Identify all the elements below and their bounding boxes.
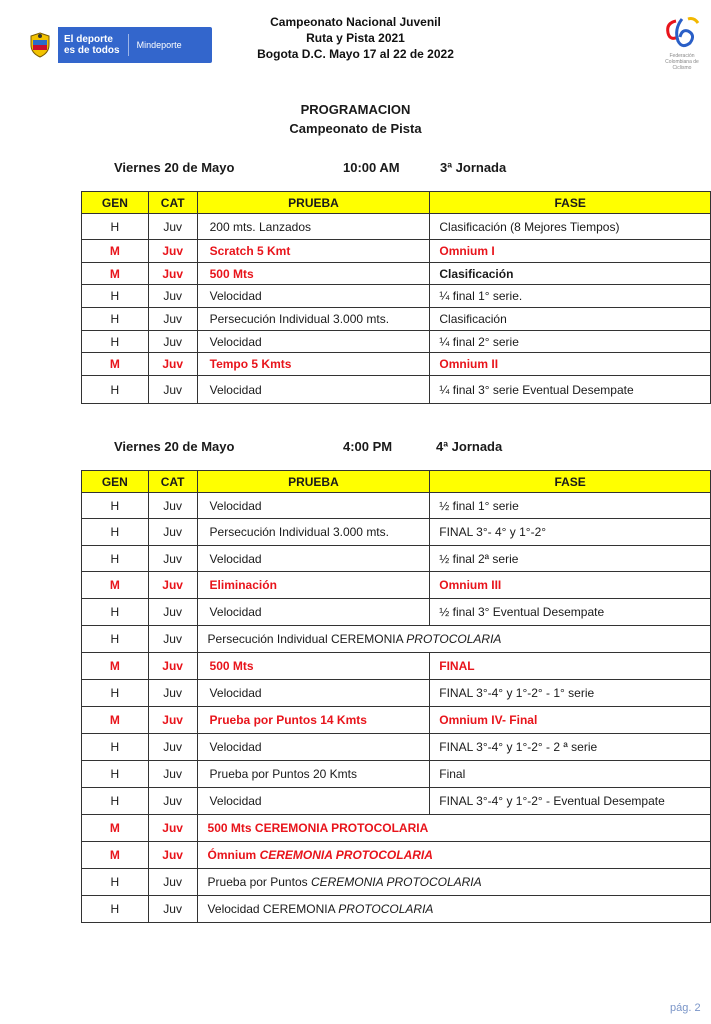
fase-cell: ¼ final 3° serie Eventual Desempate: [430, 376, 711, 404]
session-1-day: Viernes 20 de Mayo: [114, 160, 235, 175]
cat-cell: Juv: [148, 353, 197, 376]
cat-cell: Juv: [148, 626, 197, 653]
cat-cell: Juv: [148, 285, 197, 308]
federation-text: Federación Colombiana de Ciclismo: [665, 53, 699, 71]
prueba-cell: Velocidad: [197, 599, 430, 626]
gen-cell: H: [82, 788, 149, 815]
gen-cell: H: [82, 680, 149, 707]
cat-cell: Juv: [148, 263, 197, 285]
session-1-jornada: 3ª Jornada: [440, 160, 507, 175]
fase-cell: Clasificación (8 Mejores Tiempos): [430, 214, 711, 240]
prueba-cell: Velocidad: [197, 788, 430, 815]
gen-cell: H: [82, 519, 149, 546]
gen-cell: H: [82, 761, 149, 788]
brand-ministry: Mindeporte: [136, 39, 182, 50]
table-row: [82, 519, 711, 546]
fase-cell: Omnium IV- Final: [430, 707, 711, 734]
prueba-cell: 500 Mts: [197, 263, 430, 285]
fase-cell: Final: [430, 761, 711, 788]
prueba-cell: Velocidad: [197, 734, 430, 761]
gen-cell: M: [82, 572, 149, 599]
table-row: [82, 869, 711, 896]
gen-cell: H: [82, 308, 149, 331]
table-row: [82, 761, 711, 788]
cat-cell: Juv: [148, 599, 197, 626]
page-title: [0, 100, 711, 138]
table-row: [82, 353, 711, 376]
table-header-row: [82, 471, 711, 493]
header-line-1: Campeonato Nacional Juvenil: [270, 15, 441, 29]
merged-event-cell: [197, 869, 710, 896]
header-line-2: Ruta y Pista 2021: [306, 31, 405, 45]
fase-cell: FINAL: [430, 653, 711, 680]
cat-cell: Juv: [148, 734, 197, 761]
table-row: [82, 214, 711, 240]
cat-cell: Juv: [148, 493, 197, 519]
col-gen: GEN: [82, 471, 149, 493]
cat-cell: Juv: [148, 869, 197, 896]
cat-cell: Juv: [148, 761, 197, 788]
session-2-day: Viernes 20 de Mayo: [114, 439, 235, 454]
table-row: [82, 626, 711, 653]
brand-line-2: es de todos: [64, 45, 120, 56]
prueba-cell: Velocidad: [197, 680, 430, 707]
page-number: pág. 2: [670, 1002, 701, 1014]
fase-cell: ½ final 3° Eventual Desempate: [430, 599, 711, 626]
prueba-cell: Persecución Individual 3.000 mts.: [197, 519, 430, 546]
table-row: [82, 680, 711, 707]
event-text-italic: CEREMONIA PROTOCOLARIA: [259, 848, 433, 862]
prueba-cell: 200 mts. Lanzados: [197, 214, 430, 240]
prueba-cell: Velocidad: [197, 546, 430, 572]
prueba-cell: Velocidad: [197, 285, 430, 308]
cat-cell: Juv: [148, 653, 197, 680]
event-text: Ómnium: [207, 848, 260, 862]
table-row: [82, 842, 711, 869]
cat-cell: Juv: [148, 331, 197, 353]
header-line-3: Bogota D.C. Mayo 17 al 22 de 2022: [257, 47, 454, 61]
fase-cell: FINAL 3°-4° y 1°-2° - 2 ª serie: [430, 734, 711, 761]
title-line-2: Campeonato de Pista: [289, 121, 422, 136]
gen-cell: H: [82, 869, 149, 896]
cat-cell: Juv: [148, 240, 197, 263]
cat-cell: Juv: [148, 519, 197, 546]
table-row: [82, 240, 711, 263]
merged-event-cell: [197, 815, 710, 842]
gen-cell: H: [82, 331, 149, 353]
gen-cell: H: [82, 599, 149, 626]
table-row: [82, 308, 711, 331]
gen-cell: H: [82, 626, 149, 653]
prueba-cell: Prueba por Puntos 14 Kmts: [197, 707, 430, 734]
event-text-italic: CEREMONIA PROTOCOLARIA: [310, 875, 482, 889]
cat-cell: Juv: [148, 815, 197, 842]
event-text-italic: PROTOCOLARIA: [338, 902, 434, 916]
cat-cell: Juv: [148, 896, 197, 923]
prueba-cell: Prueba por Puntos 20 Kmts: [197, 761, 430, 788]
event-text: Prueba por Puntos: [207, 875, 311, 889]
table-row: [82, 788, 711, 815]
fase-cell: Clasificación: [430, 308, 711, 331]
table-row: [82, 734, 711, 761]
fase-cell: ½ final 1° serie: [430, 493, 711, 519]
table-row: [82, 815, 711, 842]
fase-cell: Omnium I: [430, 240, 711, 263]
merged-event-cell: [197, 842, 710, 869]
prueba-cell: Tempo 5 Kmts: [197, 353, 430, 376]
col-fase: FASE: [430, 471, 711, 493]
event-text: 500 Mts CEREMONIA PROTOCOLARIA: [207, 821, 429, 835]
cat-cell: Juv: [148, 680, 197, 707]
gen-cell: H: [82, 376, 149, 404]
cat-cell: Juv: [148, 707, 197, 734]
session-1-table: [81, 191, 711, 404]
merged-event-cell: [197, 626, 710, 653]
brand-line-1: El deporte: [64, 34, 113, 45]
col-prueba: PRUEBA: [197, 192, 430, 214]
col-cat: CAT: [148, 192, 197, 214]
session-1-time: 10:00 AM: [343, 160, 400, 175]
cat-cell: Juv: [148, 308, 197, 331]
gen-cell: H: [82, 285, 149, 308]
event-text: Velocidad CEREMONIA: [207, 902, 339, 916]
prueba-cell: 500 Mts: [197, 653, 430, 680]
table-row: [82, 376, 711, 404]
table-row: [82, 572, 711, 599]
fase-cell: ¼ final 2° serie: [430, 331, 711, 353]
prueba-cell: Persecución Individual 3.000 mts.: [197, 308, 430, 331]
gen-cell: M: [82, 707, 149, 734]
cat-cell: Juv: [148, 842, 197, 869]
fase-cell: ¼ final 1° serie.: [430, 285, 711, 308]
col-gen: GEN: [82, 192, 149, 214]
event-text-italic: PROTOCOLARIA: [406, 632, 502, 646]
prueba-cell: Velocidad: [197, 376, 430, 404]
gen-cell: M: [82, 653, 149, 680]
gen-cell: H: [82, 734, 149, 761]
gen-cell: H: [82, 493, 149, 519]
table-row: [82, 285, 711, 308]
table-row: [82, 263, 711, 285]
prueba-cell: Scratch 5 Kmt: [197, 240, 430, 263]
table-row: [82, 546, 711, 572]
table-header-row: [82, 192, 711, 214]
federation-emblem-icon: [658, 15, 706, 53]
gen-cell: M: [82, 240, 149, 263]
prueba-cell: Velocidad: [197, 331, 430, 353]
session-2-time: 4:00 PM: [343, 439, 393, 454]
col-fase: FASE: [430, 192, 711, 214]
fase-cell: FINAL 3°-4° y 1°-2° - 1° serie: [430, 680, 711, 707]
merged-event-cell: [197, 896, 710, 923]
table-row: [82, 493, 711, 519]
cat-cell: Juv: [148, 546, 197, 572]
title-line-1: PROGRAMACION: [300, 102, 411, 117]
event-text: Persecución Individual CEREMONIA: [207, 632, 407, 646]
gen-cell: H: [82, 546, 149, 572]
col-prueba: PRUEBA: [197, 471, 430, 493]
cat-cell: Juv: [148, 376, 197, 404]
table-row: [82, 599, 711, 626]
col-cat: CAT: [148, 471, 197, 493]
table-row: [82, 707, 711, 734]
fase-cell: ½ final 2ª serie: [430, 546, 711, 572]
cat-cell: Juv: [148, 572, 197, 599]
federation-logo: [658, 15, 706, 73]
session-2-table: [81, 470, 711, 923]
fase-cell: FINAL 3°-4° y 1°-2° - Eventual Desempate: [430, 788, 711, 815]
fase-cell: Clasificación: [430, 263, 711, 285]
fase-cell: Omnium II: [430, 353, 711, 376]
table-row: [82, 331, 711, 353]
gen-cell: M: [82, 263, 149, 285]
gen-cell: M: [82, 842, 149, 869]
document-header: [0, 14, 711, 62]
gen-cell: M: [82, 815, 149, 842]
cat-cell: Juv: [148, 214, 197, 240]
fase-cell: Omnium III: [430, 572, 711, 599]
table-row: [82, 896, 711, 923]
fase-cell: FINAL 3°- 4° y 1°-2°: [430, 519, 711, 546]
gen-cell: H: [82, 214, 149, 240]
cat-cell: Juv: [148, 788, 197, 815]
prueba-cell: Eliminación: [197, 572, 430, 599]
gen-cell: H: [82, 896, 149, 923]
gen-cell: M: [82, 353, 149, 376]
session-2-jornada: 4ª Jornada: [436, 439, 503, 454]
prueba-cell: Velocidad: [197, 493, 430, 519]
table-row: [82, 653, 711, 680]
